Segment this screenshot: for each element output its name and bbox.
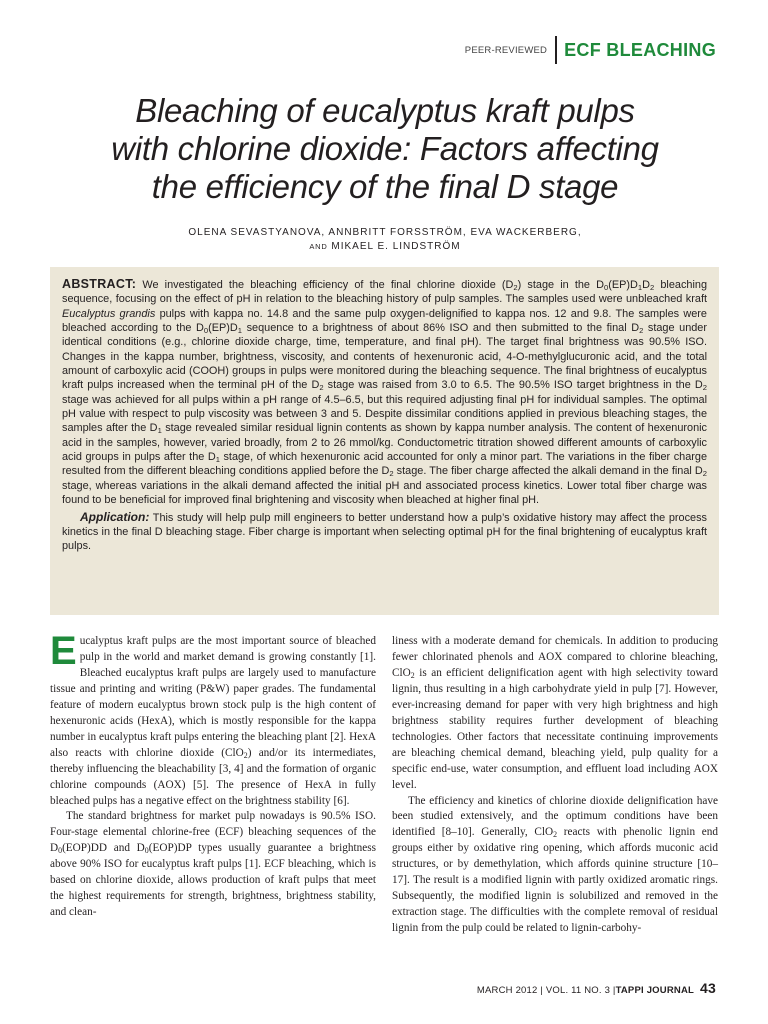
- abstract-box: [50, 267, 719, 615]
- body-paragraph: The efficiency and kinetics of chlorine dioxide delignification have been studied extensively, and the optimum conditions have been identified [8–10]. Generally, ClO$_2$ reacts with phenolic lignin end groups either by oxidative ring opening, which affords muconic acid structures, or by demethylation, which affords quinine structure [10–17]. The result is a modified lignin with partly oxidized aromatic rings. Subsequently, the modified lignin is solubilized and removed in the extraction stage. The difficulties with the complete removal of residual lignin from the pulp could be related to lignin-carbohy-: [392, 794, 719, 935]
- page-footer: [477, 980, 716, 996]
- title-line-2: with chlorine dioxide: Factors affecting: [111, 130, 659, 167]
- page-header: [465, 36, 716, 64]
- peer-reviewed-label: PEER-REVIEWED: [464, 44, 548, 56]
- application-text: Application: This study will help pulp mill engineers to better understand how a pulp’s oxidative history may affect the process kinetics in the final D bleaching stage. Fiber charge is important when selecting optimal pH for the final brightening of eucalyptus kraft pulps.: [62, 509, 707, 553]
- authors-and: AND: [309, 242, 328, 251]
- authors-line-2: [40, 240, 730, 254]
- body-paragraph: Eucalyptus kraft pulps are the most important source of bleached pulp in the world and market demand is growing constantly [1]. Bleached eucalyptus kraft pulps are largely used to manufacture tissue and printing and writing (P&W) paper grades. The fundamental feature of modern eucalyptus brown stock pulp is the high content of hexenuronic acids (HexA), which is mostly responsible for the kappa number in eucalyptus kraft pulps entering the bleaching plant [2]. HexA also reacts with chlorine dioxide (ClO$_2$) and/or its intermediates, thereby influencing the bleachability [3, 4] and the formation of organic chlorine compounds (AOX) [5]. The presence of HexA in fully bleached pulps has a negative effect on the brightness stability [6].: [50, 629, 376, 807]
- issue-info: MARCH 2012 | VOL. 11 NO. 3 |: [476, 985, 616, 996]
- authors-last: MIKAEL E. LINDSTRÖM: [327, 241, 461, 252]
- title-line-1: Bleaching of eucalyptus kraft pulps: [135, 92, 635, 129]
- application-label: Application:: [80, 509, 150, 524]
- page-number: 43: [700, 980, 716, 996]
- body-paragraph: liness with a moderate demand for chemicals. In addition to producing fewer chlorinated phenols and AOX compared to chlorine bleaching, ClO$_2$ is an efficient delignification agent with high selectivity toward lignin, thus resulting in a high carbohydrate yield in pulp [7]. However, ever-increasing demand for paper with very high brightness and high brightness stability requires further development of bleaching technologies. Other factors that necessitate continuing improvements are bleaching chemical demand, bleaching yield, pulp quality for a specific end-use, water consumption, and effluent load including AOX level.: [392, 635, 718, 791]
- authors-line-1: OLENA SEVASTYANOVA, ANNBRITT FORSSTRÖM, EVA WACKERBERG,: [188, 227, 582, 238]
- author-list: [40, 226, 730, 254]
- article-title: [40, 92, 730, 206]
- header-divider: [555, 36, 557, 64]
- body-column-left: [50, 629, 376, 921]
- journal-name: TAPPI JOURNAL: [615, 985, 695, 996]
- drop-cap: E: [50, 629, 77, 673]
- abstract-text: ABSTRACT: We investigated the bleaching efficiency of the final chlorine dioxide $(D_2)$ stage in the $D_0(EP)D_1D_2$ bleaching sequence, focusing on the effect of pH in relation to the bleaching history of pulp samples. The samples used were unbleached kraft Eucalyptus grandis pulps with kappa no. 14.8 and the same pulp oxygen-delignified to kappa nos. 12 and 9.8. The samples were bleached according to the $D_0(EP)D_1$ sequence to a brightness of about 86% ISO and then submitted to the final $D_2$ stage under identical conditions (e.g., chlorine dioxide charge, time, temperature, and final pH). The target final brightness was 90.5% ISO. Changes in the kappa number, brightness, viscosity, and contents of hexenuronic acid, 4-O-methylglucuronic acid, and the total amount of carboxylic acid (COOH) groups in pulps were monitored during the bleaching sequence. The final brightness of eucalyptus kraft pulps increased when the terminal pH of the $D_2$ stage was raised from 3.0 to 6.5. The 90.5% ISO target brightness in the $D_2$ stage was achieved for all pulps within a pH range of 4.5–6.5, but this required adjusting final pH for individual samples. The optimal pH value with respect to pulp viscosity was between 3 and 5. Despite dissimilar conditions applied in previous bleaching stages, the samples after the $D_1$ stage revealed similar residual lignin contents as shown by kappa number analysis. The content of hexenuronic acid in the samples, however, varied broadly, from 2 to 26 mmol/kg. Conductometric titration showed different amounts of carboxylic acid groups in pulps after the $D_1$ stage, of which hexenuronic acid accounted for only a minor part. The variations in the fiber charge resulted from the different bleaching conditions applied before the $D_2$ stage. The fiber charge affected the alkali demand in the final $D_2$ stage, whereas variations in the alkali demand affected the initial pH and associated process kinetics. Lower total fiber charge was found to be beneficial for improved final brightening and viscosity when bleached at higher final pH.: [62, 277, 708, 507]
- body-paragraph: The standard brightness for market pulp nowadays is 90.5% ISO. Four-stage elemental chlorine-free (ECF) bleaching sequences of the $D_0(EOP)DD$ and $D_0(EOP)DP$ types usually guarantee a brightness above 90% ISO for eucalyptus kraft pulps [1]. ECF bleaching, which is based on chlorine dioxide, allows production of kraft pulps that meet the highest requirements for strength, brightness, brightness stability, and clean-: [50, 810, 376, 919]
- body-column-right: [392, 634, 718, 937]
- abstract-label: ABSTRACT:: [62, 277, 137, 291]
- title-line-3: the efficiency of the final D stage: [151, 168, 619, 205]
- section-title: ECF BLEACHING: [564, 39, 716, 60]
